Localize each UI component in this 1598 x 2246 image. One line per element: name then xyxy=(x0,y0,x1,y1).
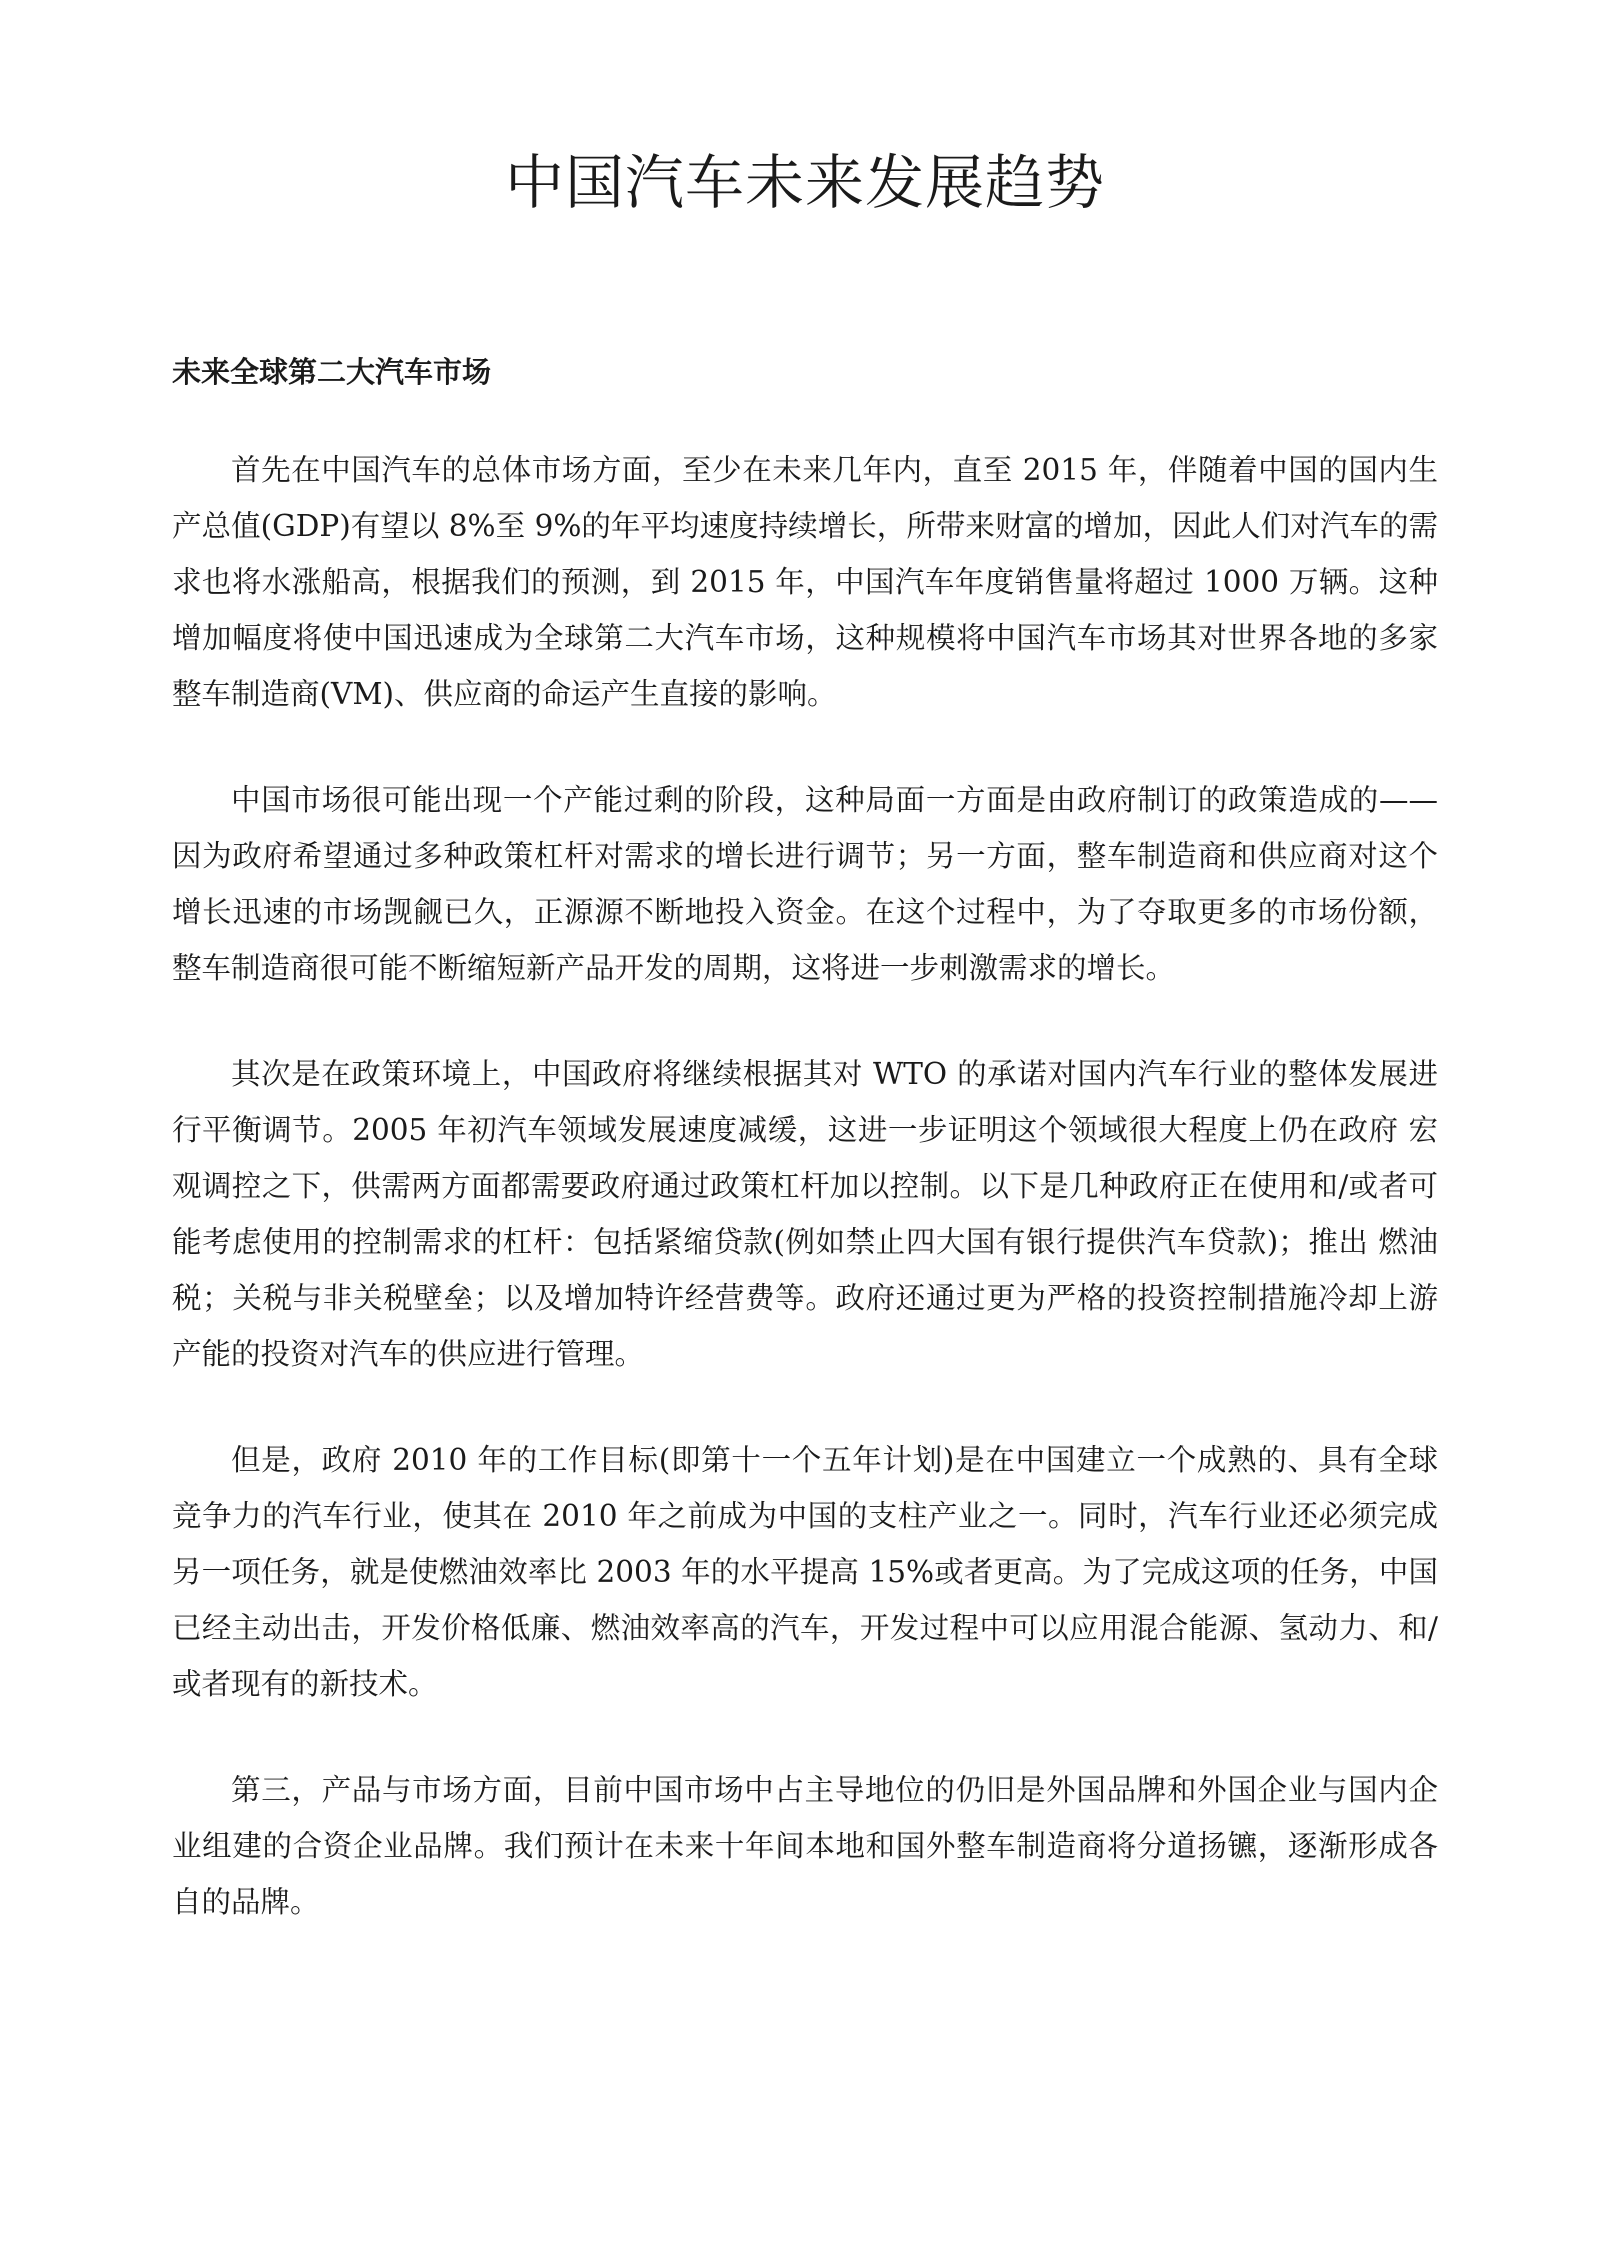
paragraph-2: 中国市场很可能出现一个产能过剩的阶段，这种局面一方面是由政府制订的政策造成的——因为政府希望通过多种政策杠杆对需求的增长进行调节；另一方面，整车制造商和供应商对这个增长迅速的市场觊觎已久，正源源不断地投入资金。在这个过程中，为了夺取更多的市场份额，整车制造商很可能不断缩短新产品开发的周期，这将进一步刺激需求的增长。 xyxy=(172,783,1438,985)
paragraph-1: 首先在中国汽车的总体市场方面，至少在未来几年内，直至 2015 年，伴随着中国的国内生产总值(GDP)有望以 8%至 9%的年平均速度持续增长，所带来财富的增加，因此人们对汽车的需求也将水涨船高，根据我们的预测，到 2015 年，中国汽车年度销售量将超过 1000 万辆。这种增加幅度将使中国迅速成为全球第二大汽车市场，这种规模将中国汽车市场其对世界各地的多家整车制造商(VM)、供应商的命运产生直接的影响。 xyxy=(172,453,1438,711)
paragraph-5: 第三，产品与市场方面，目前中国市场中占主导地位的仍旧是外国品牌和外国企业与国内企业组建的合资企业品牌。我们预计在未来十年间本地和国外整车制造商将分道扬镳，逐渐形成各自的品牌。 xyxy=(172,1773,1438,1919)
document-title: 中国汽车未来发展趋势 xyxy=(504,148,1105,217)
paragraph-3: 其次是在政策环境上，中国政府将继续根据其对 WTO 的承诺对国内汽车行业的整体发展进行平衡调节。2005 年初汽车领域发展速度减缓，这进一步证明这个领域很大程度上仍在政府 宏观调控之下，供需两方面都需要政府通过政策杠杆加以控制。以下是几种政府正在使用和/或者可能考虑使用的控制需求的杠杆：包括紧缩贷款(例如禁止四大国有银行提供汽车贷款)；推出 燃油税；关税与非关税壁垒；以及增加特许经营费等。政府还通过更为严格的投资控制措施冷却上游产能的投资对汽车的供应进行管理。 xyxy=(172,1057,1438,1371)
section-heading: 未来全球第二大汽车市场 xyxy=(172,355,492,389)
paragraph-4: 但是，政府 2010 年的工作目标(即第十一个五年计划)是在中国建立一个成熟的、具有全球竞争力的汽车行业，使其在 2010 年之前成为中国的支柱产业之一。同时，汽车行业还必须完成另一项任务，就是使燃油效率比 2003 年的水平提高 15%或者更高。为了完成这项的任务，中国已经主动出击，开发价格低廉、燃油效率高的汽车，开发过程中可以应用混合能源、氢动力、和/或者现有的新技术。 xyxy=(172,1443,1438,1701)
